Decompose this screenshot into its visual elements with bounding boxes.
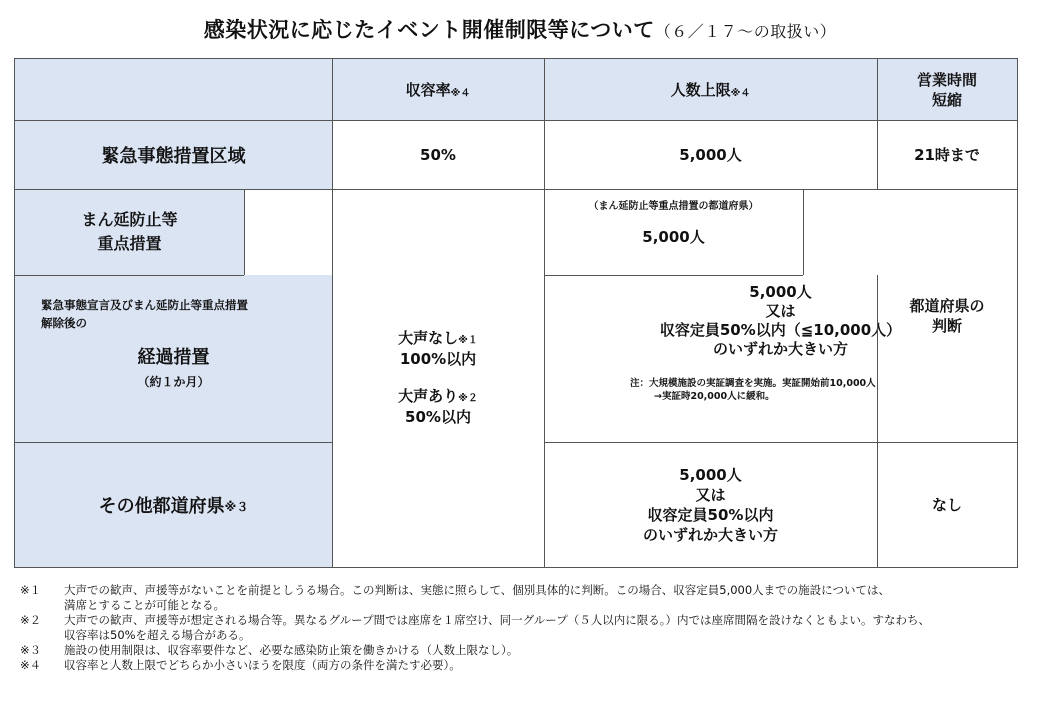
grid-line <box>544 59 545 567</box>
loud-yes-rate: 50%以内 <box>405 408 471 426</box>
title-main: 感染状況に応じたイベント開催制限等について <box>203 18 655 42</box>
grid-line <box>244 189 245 275</box>
title-sub: （６／１７～の取扱い） <box>654 22 837 41</box>
emergency-business-hours: 21時まで <box>914 146 980 164</box>
priority-label-blank <box>244 189 332 275</box>
transition-measures-label: 緊急事態宣言及びまん延防止等重点措置 解除後の 経過措置 （約１か月） <box>41 298 248 389</box>
priority-person-limit: （まん延防止等重点措置の都道府県） 5,000人 <box>588 201 759 246</box>
shared-capacity-rate <box>332 189 544 567</box>
transition-limit-text: 5,000人 又は 収容定員50%以内（≦10,000人） のいずれか大きい方 <box>659 283 902 358</box>
emergency-capacity-rate: 50% <box>420 145 456 164</box>
grid-line <box>15 120 1017 121</box>
loud-none-heading: 大声なし$^{※1}$ <box>398 329 478 347</box>
grid-line <box>544 442 1017 443</box>
other-business-hours: なし <box>931 496 962 514</box>
footnote: ※１ 大声での歓声、声援等がないことを前提としうる場合。この判断は、実態に照らして、個別具体的に判断。この場合、収容定員5,000人までの施設については、 満席とすることが可能となる。 <box>20 583 890 612</box>
grid-line <box>15 442 332 443</box>
loud-yes-heading: 大声あり$^{※2}$ <box>398 387 478 405</box>
emergency-person-limit: 5,000人 <box>679 146 742 164</box>
grid-line <box>877 59 878 189</box>
footnote: ※３ 施設の使用制限は、収容率要件など、必要な感染防止策を働きかける（人数上限なし）。 <box>20 643 519 657</box>
restriction-table <box>14 58 1018 568</box>
grid-line <box>544 275 803 276</box>
header-business-hours: 営業時間 短縮 <box>916 70 977 109</box>
grid-line <box>15 189 1017 190</box>
footnote: ※２ 大声での歓声、声援等が想定される場合等。異なるグループ間では座席を１席空け、同一グループ（５人以内に限る。）内では座席間隔を設けなくともよい。すなわち、 収容率は50%を超える場合がある。 <box>20 613 930 642</box>
footnotes <box>20 583 1030 673</box>
header-capacity-rate: 収容率 $^{※4}$ <box>405 81 471 99</box>
shared-business-hours: 都道府県の 判断 <box>909 296 985 335</box>
loud-none-rate: 100%以内 <box>399 350 477 368</box>
page-title <box>0 14 1040 44</box>
transition-note: 注：大規模施設の実証調査を実施。実証開始前10,000人 →実証時20,000人に緩和。 <box>630 378 876 402</box>
grid-line <box>332 59 333 567</box>
footnote: ※４ 収容率と人数上限でどちらか小さいほうを限度（両方の条件を満たす必要）。 <box>20 658 461 672</box>
other-prefectures-label: その他都道府県 $^{※3}$ <box>98 495 249 517</box>
grid-line <box>803 189 804 275</box>
grid-line <box>877 275 878 567</box>
header-person-limit: 人数上限 $^{※4}$ <box>670 81 751 99</box>
emergency-area-label: 緊急事態措置区域 <box>101 145 246 167</box>
priority-measures-label: まん延防止等 重点措置 <box>81 210 178 253</box>
grid-line <box>15 275 244 276</box>
other-person-limit: 5,000人 又は 収容定員50%以内 のいずれか大きい方 <box>642 465 778 544</box>
